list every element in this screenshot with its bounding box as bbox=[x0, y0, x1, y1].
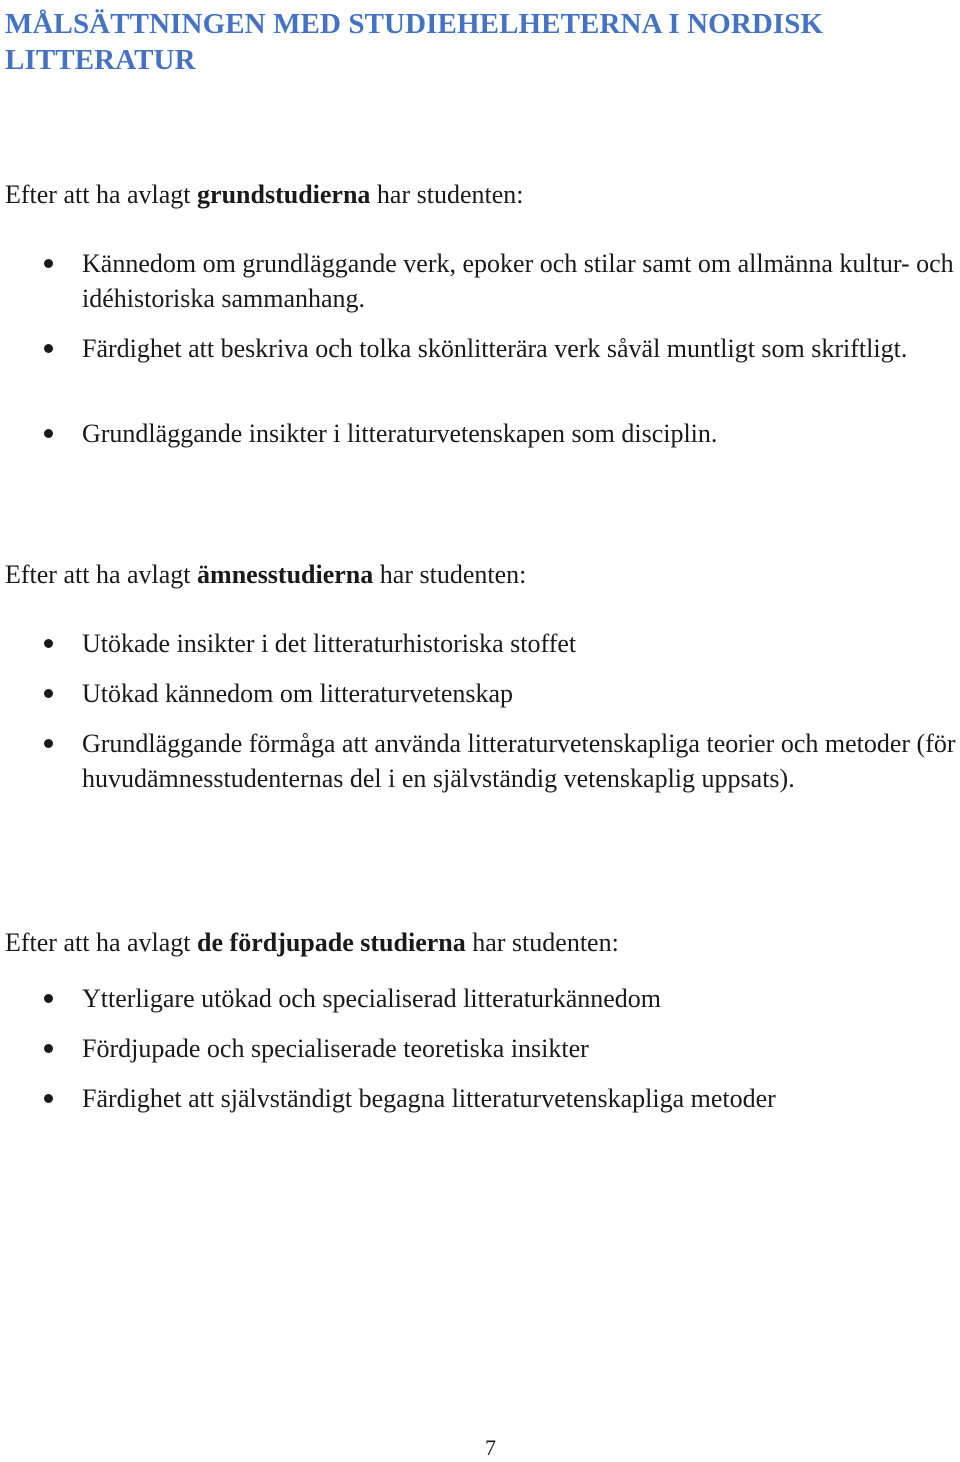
page-number: 7 bbox=[485, 1435, 496, 1460]
study-level-label: grundstudierna bbox=[197, 180, 371, 209]
section-intro: Efter att ha avlagt ämnesstudierna har studenten: bbox=[5, 560, 527, 589]
bullet-icon bbox=[44, 1044, 53, 1053]
page-title: MÅLSÄTTNINGEN MED STUDIEHELHETERNA I NORDISK LITTERATUR bbox=[5, 8, 824, 76]
bullet-icon bbox=[44, 739, 53, 748]
section-intro: Efter att ha avlagt grundstudierna har studenten: bbox=[5, 180, 524, 209]
bullet-icon bbox=[44, 344, 53, 353]
study-level-label: de fördjupade studierna bbox=[197, 928, 466, 957]
bullet-icon bbox=[44, 639, 53, 648]
study-level-label: ämnesstudierna bbox=[197, 560, 374, 589]
bullet-icon bbox=[44, 994, 53, 1003]
section-intro: Efter att ha avlagt de fördjupade studierna har studenten: bbox=[5, 928, 619, 957]
bullet-icon bbox=[44, 429, 53, 438]
bullet-icon bbox=[44, 1094, 53, 1103]
bullet-icon bbox=[44, 689, 53, 698]
bullet-icon bbox=[44, 259, 53, 268]
